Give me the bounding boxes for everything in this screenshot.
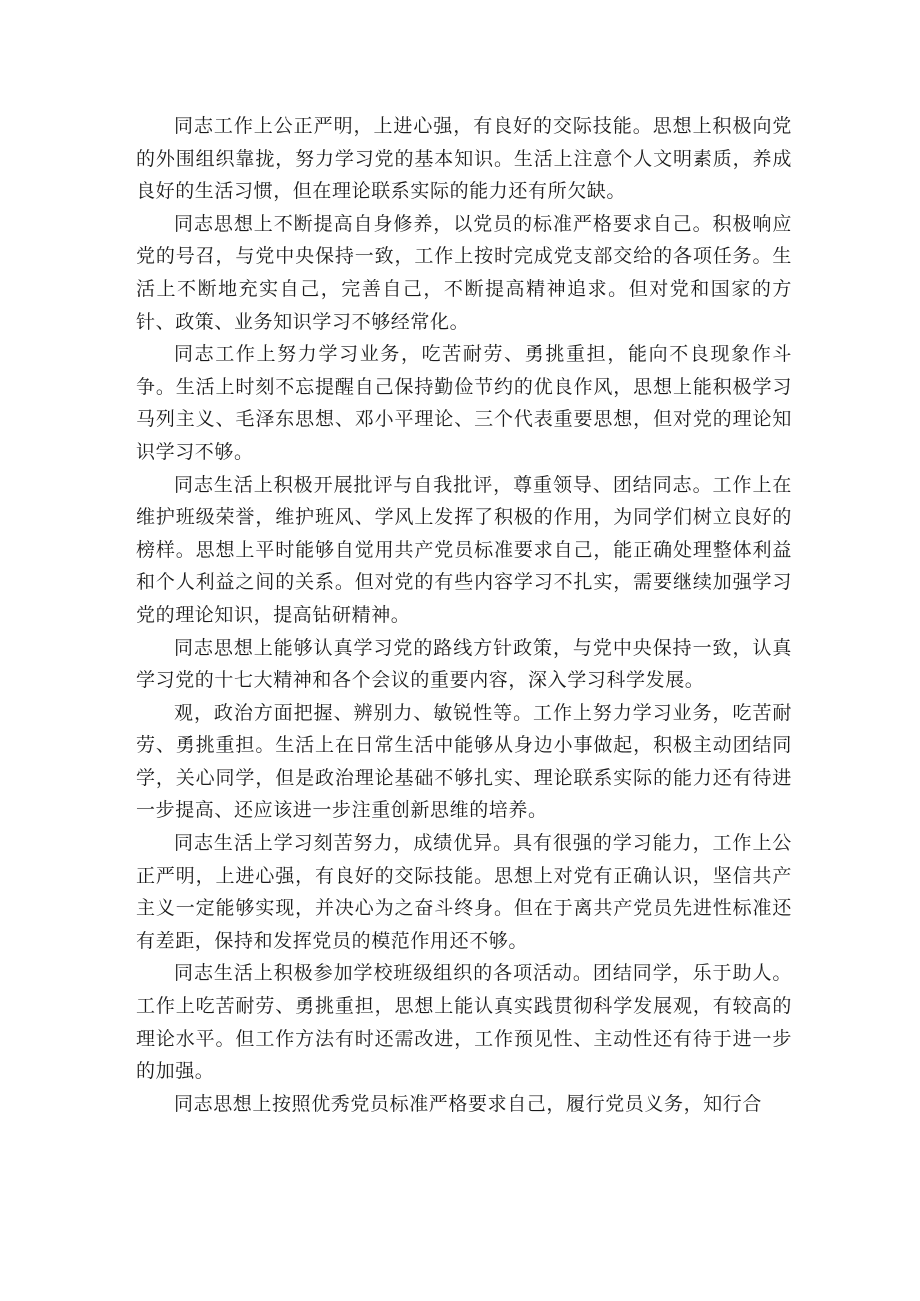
- paragraph-5: 同志思想上能够认真学习党的路线方针政策，与党中央保持一致，认真学习党的十七大精神和各个会议的重要内容，深入学习科学发展。: [136, 636, 792, 692]
- paragraph-2: 同志思想上不断提高自身修养，以党员的标准严格要求自己。积极响应党的号召，与党中央保持一致，工作上按时完成党支部交给的各项任务。生活上不断地充实自己，完善自己，不断提高精神追求。但对党和国家的方针、政策、业务知识学习不够经常化。: [136, 212, 792, 333]
- paragraph-4: 同志生活上积极开展批评与自我批评，尊重领导、团结同志。工作上在维护班级荣誉，维护班风、学风上发挥了积极的作用，为同学们树立良好的榜样。思想上平时能够自觉用共产党员标准要求自己，能正确处理整体利益和个人利益之间的关系。但对党的有些内容学习不扎实，需要继续加强学习党的理论知识，提高钻研精神。: [136, 473, 792, 626]
- document-body: [136, 110, 792, 1120]
- paragraph-7: 同志生活上学习刻苦努力，成绩优异。具有很强的学习能力，工作上公正严明，上进心强，有良好的交际技能。思想上对党有正确认识，坚信共产主义一定能够实现，并决心为之奋斗终身。但在于离共产党员先进性标准还有差距，保持和发挥党员的模范作用还不够。: [136, 832, 792, 952]
- paragraph-3: 同志工作上努力学习业务，吃苦耐劳、勇挑重担，能向不良现象作斗争。生活上时刻不忘提醒自己保持勤俭节约的优良作风，思想上能积极学习马列主义、毛泽东思想、邓小平理论、三个代表重要思想，但对党的理论知识学习不够。: [136, 343, 792, 463]
- paragraph-1: 同志工作上公正严明，上进心强，有良好的交际技能。思想上积极向党的外围组织靠拢，努力学习党的基本知识。生活上注意个人文明素质，养成良好的生活习惯，但在理论联系实际的能力还有所欠缺。: [136, 115, 792, 203]
- paragraph-8: 同志生活上积极参加学校班级组织的各项活动。团结同学，乐于助人。工作上吃苦耐劳、勇挑重担，思想上能认真实践贯彻科学发展观，有较高的理论水平。但工作方法有时还需改进，工作预见性、主动性还有待于进一步的加强。: [136, 962, 792, 1083]
- paragraph-6: 观，政治方面把握、辨别力、敏锐性等。工作上努力学习业务，吃苦耐劳、勇挑重担。生活上在日常生活中能够从身边小事做起，积极主动团结同学，关心同学，但是政治理论基础不够扎实、理论联系实际的能力还有待进一步提高、还应该进一步注重创新思维的培养。: [136, 701, 792, 822]
- paragraph-9: 同志思想上按照优秀党员标准严格要求自己，履行党员义务，知行合: [174, 1092, 763, 1115]
